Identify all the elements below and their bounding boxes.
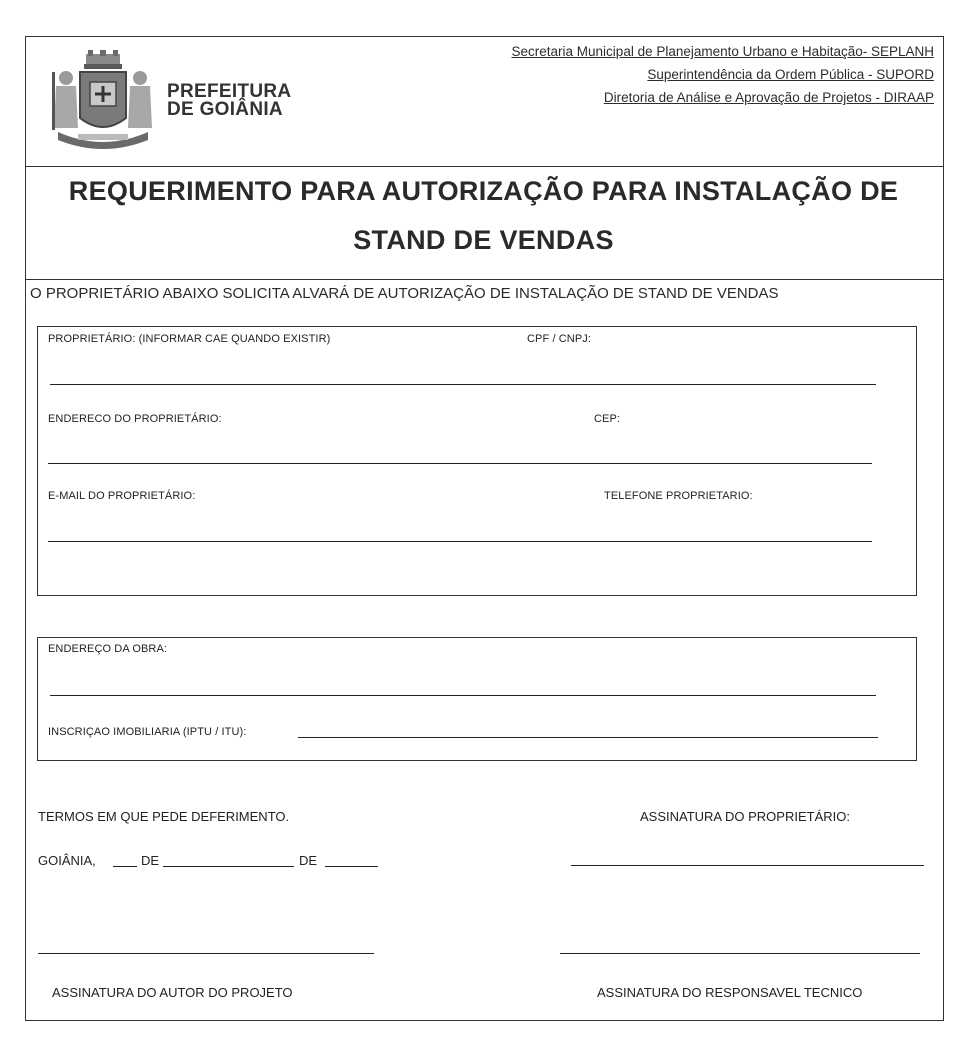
work-address-input-line[interactable] [50, 695, 876, 696]
owner-address-label: ENDERECO DO PROPRIETÁRIO: [48, 413, 222, 425]
tech-signature-line[interactable] [560, 953, 920, 954]
date-day-input-line[interactable] [113, 866, 137, 867]
date-de1-label: DE [141, 853, 160, 868]
dept-supord: Superintendência da Ordem Pública - SUPORD [647, 67, 934, 82]
date-year-input-line[interactable] [325, 866, 378, 867]
date-city-label: GOIÂNIA, [38, 853, 96, 868]
owner-email-input-line[interactable] [48, 541, 872, 542]
work-address-label: ENDEREÇO DA OBRA: [48, 643, 168, 655]
owner-section [37, 326, 917, 596]
coat-of-arms-icon [48, 50, 158, 154]
owner-address-input-line[interactable] [48, 463, 872, 464]
cep-label: CEP: [594, 413, 621, 425]
owner-signature-line[interactable] [571, 865, 924, 866]
intro-text: O PROPRIETÁRIO ABAIXO SOLICITA ALVARÁ DE AUTORIZAÇÃO DE INSTALAÇÃO DE STAND DE VENDAS [30, 285, 779, 302]
work-section [37, 637, 917, 761]
registration-input-line[interactable] [298, 737, 878, 738]
logo-text-line1: PREFEITURA [167, 81, 292, 102]
logo-text-line2: DE GOIÂNIA [167, 99, 283, 120]
owner-phone-label: TELEFONE PROPRIETARIO: [604, 490, 753, 502]
document-title-line2: STAND DE VENDAS [353, 225, 614, 255]
cpf-label: CPF / CNPJ: [527, 333, 592, 345]
tech-signature-label: ASSINATURA DO RESPONSAVEL TECNICO [597, 985, 863, 1000]
owner-signature-label: ASSINATURA DO PROPRIETÁRIO: [640, 809, 850, 824]
author-signature-line[interactable] [38, 953, 374, 954]
terms-text: TERMOS EM QUE PEDE DEFERIMENTO. [38, 809, 290, 824]
owner-email-label: E-MAIL DO PROPRIETÁRIO: [48, 490, 196, 502]
document-title-line1: REQUERIMENTO PARA AUTORIZAÇÃO PARA INSTALAÇÃO DE [68, 176, 899, 206]
registration-label: INSCRIÇAO IMOBILIARIA (IPTU / ITU): [48, 726, 247, 738]
author-signature-label: ASSINATURA DO AUTOR DO PROJETO [52, 985, 293, 1000]
owner-label: PROPRIETÁRIO: (INFORMAR CAE QUANDO EXISTIR) [48, 333, 331, 345]
dept-seplanh: Secretaria Municipal de Planejamento Urbano e Habitação- SEPLANH [511, 44, 934, 59]
owner-input-line[interactable] [50, 384, 876, 385]
dept-diraap: Diretoria de Análise e Aprovação de Projetos - DIRAAP [603, 90, 934, 105]
date-de2-label: DE [299, 853, 318, 868]
date-month-input-line[interactable] [163, 866, 294, 867]
